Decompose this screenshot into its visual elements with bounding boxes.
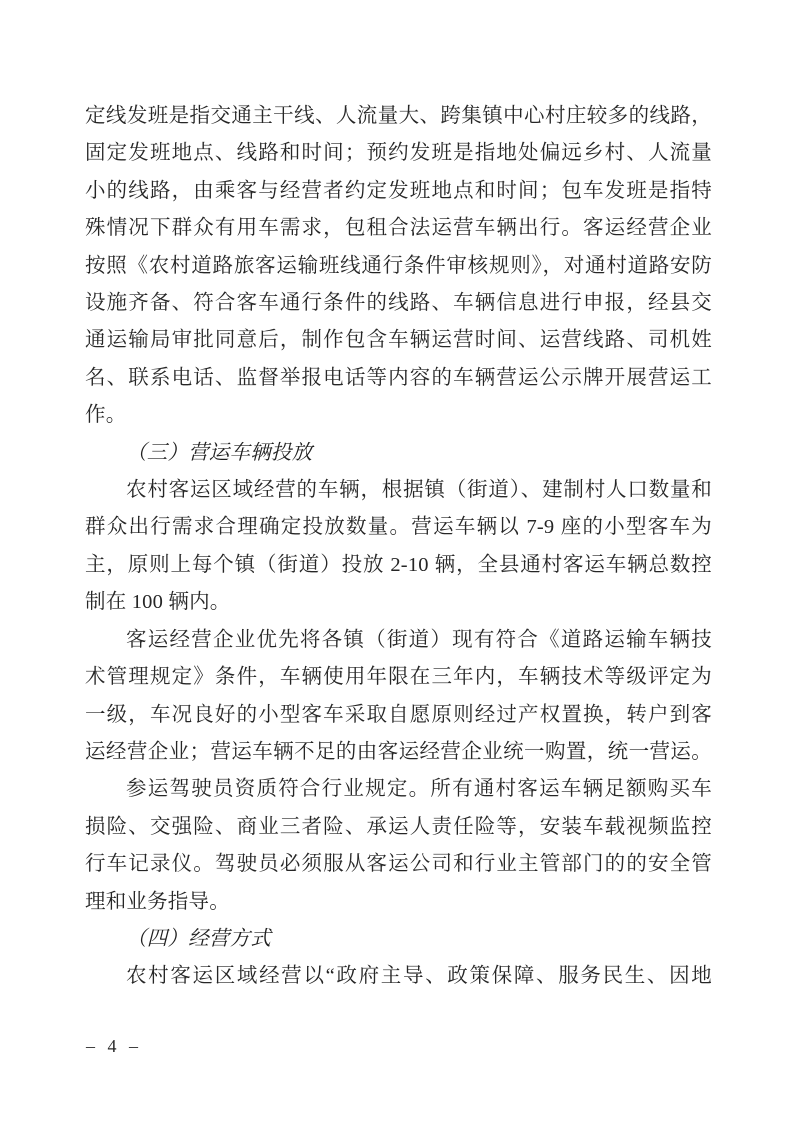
document-text-block bbox=[85, 98, 712, 996]
text-line: 固定发班地点、线路和时间；预约发班是指地处偏远乡村、人流量 bbox=[85, 142, 712, 165]
text-line: 小的线路，由乘客与经营者约定发班地点和时间；包车发班是指特 bbox=[85, 179, 712, 202]
text-line: 农村客运区域经营以“政府主导、政策保障、服务民生、因地 bbox=[126, 965, 712, 988]
text-line: 运经营企业；营运车辆不足的由客运经营企业统一购置，统一营运。 bbox=[85, 740, 712, 763]
text-line: 行车记录仪。驾驶员必须服从客运公司和行业主管部门的的安全管 bbox=[85, 853, 712, 876]
text-line: 客运经营企业优先将各镇（街道）现有符合《道路运输车辆技 bbox=[126, 628, 712, 651]
page-number: – 4 – bbox=[86, 1036, 142, 1056]
text-line: 设施齐备、符合客车通行条件的线路、车辆信息进行申报，经县交 bbox=[85, 292, 712, 315]
text-line: 通运输局审批同意后，制作包含车辆运营时间、运营线路、司机姓 bbox=[85, 329, 712, 352]
text-line: 术管理规定》条件，车辆使用年限在三年内，车辆技术等级评定为 bbox=[85, 666, 712, 689]
text-line: 农村客运区域经营的车辆，根据镇（街道）、建制村人口数量和 bbox=[126, 479, 712, 502]
text-line: 损险、交强险、商业三者险、承运人责任险等，安装车载视频监控 bbox=[85, 815, 712, 838]
text-line: 主，原则上每个镇（街道）投放 2-10 辆，全县通村客运车辆总数控 bbox=[85, 553, 712, 576]
text-line: 参运驾驶员资质符合行业规定。所有通村客运车辆足额购买车 bbox=[126, 778, 712, 801]
text-line: 制在 100 辆内。 bbox=[85, 591, 231, 614]
text-line: 名、联系电话、监督举报电话等内容的车辆营运公示牌开展营运工 bbox=[85, 366, 712, 389]
text-line: 理和业务指导。 bbox=[85, 890, 230, 913]
text-line: 作。 bbox=[85, 404, 127, 427]
text-line: 殊情况下群众有用车需求，包租合法运营车辆出行。客运经营企业 bbox=[85, 217, 712, 240]
text-line: 群众出行需求合理确定投放数量。营运车辆以 7-9 座的小型客车为 bbox=[85, 516, 712, 539]
text-line: 按照《农村道路旅客运输班线通行条件审核规则》，对通村道路安防 bbox=[85, 254, 712, 277]
section-heading-4: （四）经营方式 bbox=[126, 927, 271, 950]
text-line: 一级，车况良好的小型客车采取自愿原则经过产权置换，转户到客 bbox=[85, 703, 712, 726]
section-heading-3: （三）营运车辆投放 bbox=[126, 441, 313, 464]
text-line: 定线发班是指交通主干线、人流量大、跨集镇中心村庄较多的线路， bbox=[85, 105, 712, 127]
